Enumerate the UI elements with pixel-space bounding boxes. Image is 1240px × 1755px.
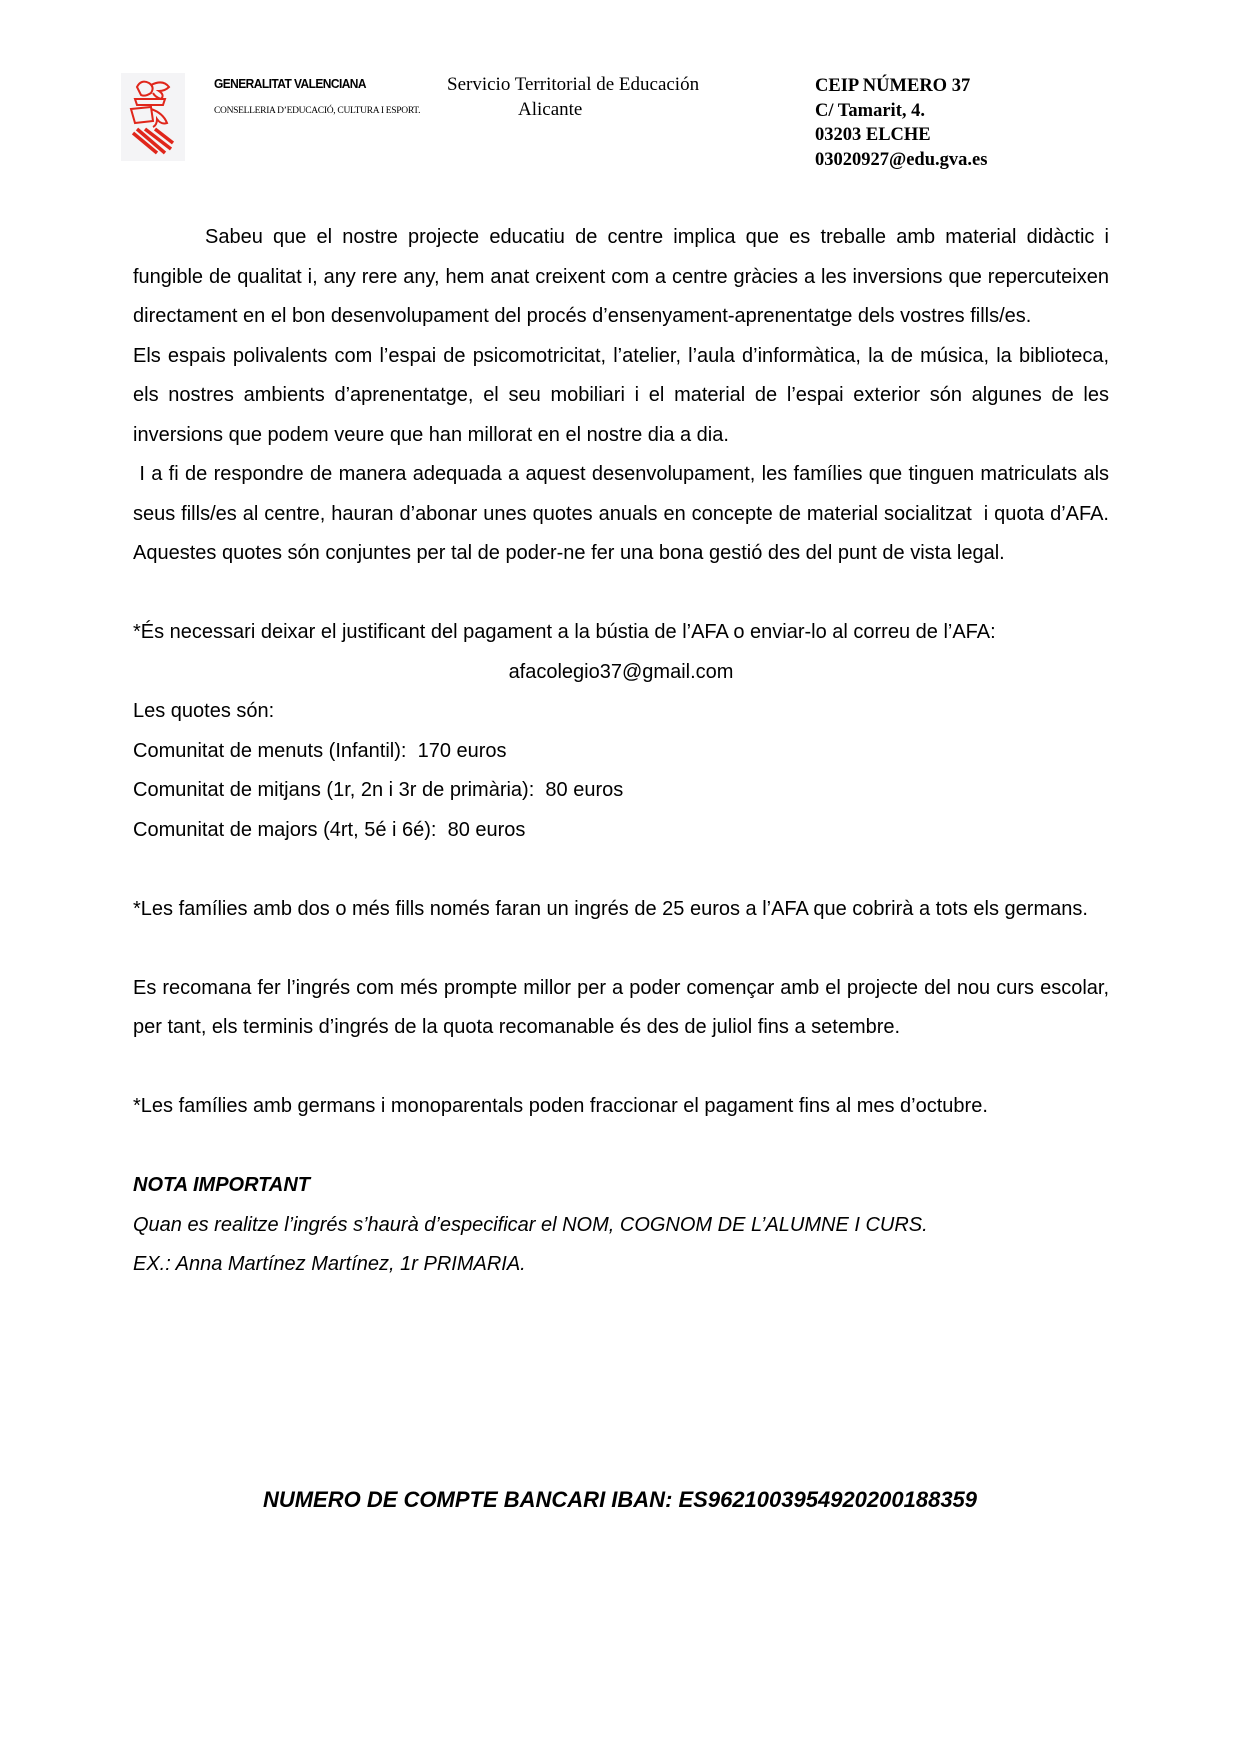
spacer [133, 929, 1109, 969]
installments-note: *Les famílies amb germans i monoparentals poden fraccionar el pagament fins al mes d’octubre. [133, 1095, 988, 1117]
fee-item [133, 811, 1109, 851]
school-info [815, 74, 987, 172]
spacer [133, 574, 1109, 614]
school-name: CEIP NÚMERO 37 [815, 76, 971, 96]
dragon-wing-shape [151, 82, 169, 99]
fee-item [133, 732, 1109, 772]
school-email[interactable]: 03020927@edu.gva.es [815, 149, 988, 170]
logo-svg [121, 73, 185, 161]
fees-intro: Les quotes són: [133, 700, 275, 722]
coat-of-arms-icon [121, 73, 185, 161]
important-example: EX.: Anna Martínez Martínez, 1r PRIMARIA. [133, 1253, 526, 1275]
service-name: Servicio Territorial de Educación [447, 74, 700, 95]
fee-amount: 80 euros [545, 779, 624, 801]
fee-label: Comunitat de menuts (Infantil): [133, 739, 407, 762]
dragon-head-shape [137, 82, 153, 96]
paragraph-spaces: Els espais polivalents com l’espai de psicomotricitat, l’atelier, l’aula d’informàtica, la de música, la biblioteca, els nostres ambients d’aprenentatge, el seu mobiliari i el material de l’espai exterior són algunes de les inversions que podem veure que han millorat en el nostre dia a dia. [133, 344, 1109, 446]
spacer [133, 1048, 1109, 1088]
paragraph-fees-reason: I a fi de respondre de manera adequada a aquest desenvolupament, les famílies que tinguen matriculats als seus fills/es al centre, hauran d’abonar unes quotes anuals en concepte de material socialitzat i quota d’AFA. Aquestes quotes són conjuntes per tal de poder-ne fer una bona gestió des del punt de vista legal. [133, 463, 1115, 564]
service-location: Alicante [518, 99, 583, 120]
important-text: Quan es realitze l’ingrés s’haurà d’especificar el NOM, COGNOM DE L’ALUMNE I CURS. [133, 1213, 928, 1236]
payment-recommendation: Es recomana fer l’ingrés com més prompte millor per a poder començar amb el projecte del nou curs escolar, per tant, els terminis d’ingrés de la quota recomanable és des de juliol fins a setembre. [133, 976, 1109, 1038]
receipt-note: *És necessari deixar el justificant del pagament a la bústia de l’AFA o enviar-lo al correu de l’AFA: [133, 621, 996, 643]
fee-amount: 170 euros [417, 739, 507, 762]
fee-label: Comunitat de majors (4rt, 5é i 6é): [133, 818, 437, 841]
org-department: CONSELLERIA D’EDUCACIÓ, CULTURA I ESPORT. [214, 106, 421, 116]
fee-label: Comunitat de mitjans (1r, 2n i 3r de primària): [133, 779, 535, 801]
afa-email-link[interactable]: afacolegio37@gmail.com [508, 660, 734, 683]
school-city: 03203 ELCHE [815, 125, 931, 145]
fee-amount: 80 euros [447, 818, 526, 841]
paragraph-intro: Sabeu que el nostre projecte educatiu de centre implica que es treballe amb material didàctic i fungible de qualitat i, any rere any, hem anat creixent com a centre gràcies a les inversions que repercuteixen directament en el bon desenvolupament del procés d’ensenyament-aprenentatge dels vostres fills/es. [133, 226, 1109, 327]
spacer [133, 850, 1109, 890]
shield-stripes [133, 129, 173, 153]
org-name: GENERALITAT VALENCIANA [214, 76, 366, 91]
crown-shape [135, 99, 165, 105]
school-address: C/ Tamarit, 4. [815, 100, 925, 121]
bank-account-iban: NUMERO DE COMPTE BANCARI IBAN: ES9621003954920200188359 [262, 1487, 978, 1512]
letter-body [133, 218, 1115, 1285]
siblings-note: *Les famílies amb dos o més fills només faran un ingrés de 25 euros a l’AFA que cobrirà a tots els germans. [133, 897, 1088, 920]
helm-shape [131, 107, 153, 123]
fee-item [133, 771, 1109, 811]
important-title: NOTA IMPORTANT [133, 1174, 311, 1196]
spacer [133, 1127, 1109, 1167]
